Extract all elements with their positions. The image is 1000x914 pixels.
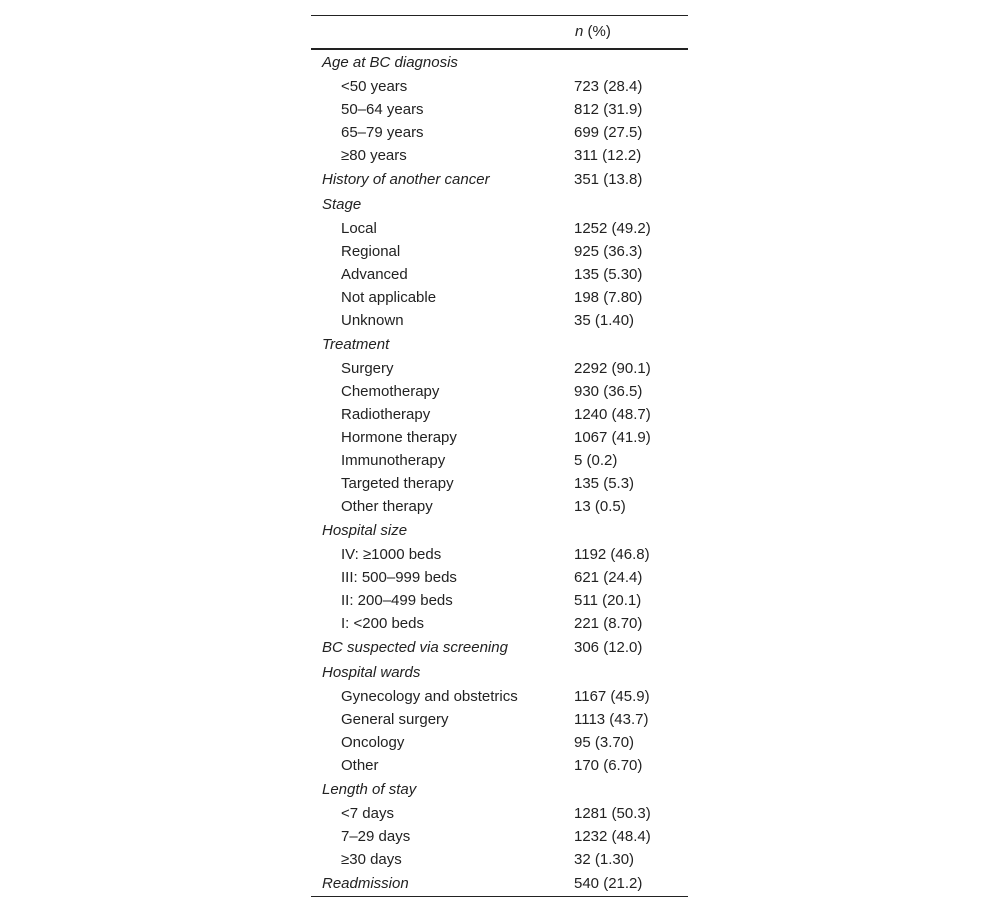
- table-row: [311, 426, 688, 449]
- row-value: 306 (12.0): [574, 638, 643, 656]
- row-value: 1167 (45.9): [574, 687, 650, 705]
- table-row: [311, 708, 688, 731]
- category-row: [311, 49, 688, 75]
- category-row: [311, 192, 688, 217]
- row-value: [573, 49, 688, 75]
- table-row: [311, 263, 688, 286]
- row-value: 351 (13.8): [574, 170, 643, 188]
- table-row: [311, 802, 688, 825]
- row-value: 1252 (49.2): [574, 219, 651, 237]
- row-label: III: 500–999 beds: [341, 568, 457, 586]
- row-label: Not applicable: [341, 288, 437, 306]
- row-value: 930 (36.5): [574, 382, 643, 400]
- row-label: <50 years: [341, 77, 408, 95]
- row-value: 2292 (90.1): [574, 359, 651, 377]
- table-row: [311, 589, 688, 612]
- row-label: IV: ≥1000 beds: [341, 545, 442, 563]
- table-row: [311, 543, 688, 566]
- row-value: 13 (0.5): [574, 497, 626, 515]
- row-label: Other: [341, 756, 379, 774]
- row-value: [573, 518, 688, 543]
- table-row: [311, 754, 688, 777]
- row-value: 221 (8.70): [574, 614, 643, 632]
- row-value: 1240 (48.7): [574, 405, 651, 423]
- category-row: [311, 660, 688, 685]
- table-row: [311, 685, 688, 708]
- row-label: <7 days: [341, 804, 394, 822]
- table-row: [311, 286, 688, 309]
- table-body: [311, 49, 688, 897]
- row-label: Gynecology and obstetrics: [341, 687, 518, 705]
- table-row: [311, 495, 688, 518]
- row-label: Immunotherapy: [341, 451, 446, 469]
- category-label: Stage: [322, 195, 362, 213]
- row-value: 1232 (48.4): [574, 827, 651, 845]
- category-label: Age at BC diagnosis: [322, 53, 458, 71]
- row-value: 170 (6.70): [574, 756, 643, 774]
- row-label: Unknown: [341, 311, 404, 329]
- header-pct-symbol: (%): [583, 23, 611, 41]
- row-value: 723 (28.4): [574, 77, 643, 95]
- row-value: 95 (3.70): [574, 733, 635, 751]
- row-value: 812 (31.9): [574, 100, 643, 118]
- table-row: [311, 612, 688, 635]
- table-row: [311, 731, 688, 754]
- category-row: [311, 518, 688, 543]
- table-row: [311, 357, 688, 380]
- row-value: 621 (24.4): [574, 568, 643, 586]
- table-row: [311, 566, 688, 589]
- row-label: ≥30 days: [341, 850, 402, 868]
- row-value: 1192 (46.8): [574, 545, 650, 563]
- row-label: 7–29 days: [341, 827, 411, 845]
- row-label: 65–79 years: [341, 123, 424, 141]
- table-row: [311, 380, 688, 403]
- table-row: [311, 472, 688, 495]
- table-row: [311, 240, 688, 263]
- row-label: Chemotherapy: [341, 382, 440, 400]
- row-value: [573, 332, 688, 357]
- characteristics-table: [311, 15, 688, 897]
- table-row: [311, 848, 688, 871]
- category-row: [311, 871, 688, 897]
- row-label: Targeted therapy: [341, 474, 454, 492]
- header-row: [311, 16, 688, 49]
- row-value: 35 (1.40): [574, 311, 635, 329]
- row-label: Oncology: [341, 733, 405, 751]
- row-label: Advanced: [341, 265, 408, 283]
- row-label: Other therapy: [341, 497, 433, 515]
- row-label: General surgery: [341, 710, 449, 728]
- row-value: 511 (20.1): [574, 591, 642, 609]
- row-value: 1281 (50.3): [574, 804, 651, 822]
- table-row: [311, 98, 688, 121]
- category-label: Treatment: [322, 335, 390, 353]
- row-label: Local: [341, 219, 377, 237]
- category-label: History of another cancer: [322, 170, 490, 188]
- row-label: 50–64 years: [341, 100, 424, 118]
- row-value: 135 (5.3): [574, 474, 635, 492]
- row-value: 5 (0.2): [574, 451, 618, 469]
- category-label: Readmission: [322, 874, 409, 892]
- table-row: [311, 403, 688, 426]
- table-row: [311, 449, 688, 472]
- header-n-symbol: n: [575, 23, 584, 41]
- row-label: Radiotherapy: [341, 405, 431, 423]
- header-value-cell: [573, 16, 688, 49]
- row-value: 32 (1.30): [574, 850, 635, 868]
- row-value: 198 (7.80): [574, 288, 643, 306]
- row-value: 135 (5.30): [574, 265, 643, 283]
- row-value: 540 (21.2): [574, 874, 643, 892]
- table-row: [311, 121, 688, 144]
- category-row: [311, 777, 688, 802]
- row-value: 699 (27.5): [574, 123, 643, 141]
- table-row: [311, 144, 688, 167]
- header-label-cell: [311, 16, 573, 49]
- category-row: [311, 635, 688, 660]
- category-label: Hospital size: [322, 521, 408, 539]
- category-label: BC suspected via screening: [322, 638, 508, 656]
- category-row: [311, 167, 688, 192]
- row-value: [573, 192, 688, 217]
- category-label: Length of stay: [322, 780, 417, 798]
- row-value: 1113 (43.7): [574, 710, 649, 728]
- row-value: [573, 777, 688, 802]
- table-row: [311, 825, 688, 848]
- row-value: 311 (12.2): [574, 146, 642, 164]
- row-value: 1067 (41.9): [574, 428, 651, 446]
- row-label: Surgery: [341, 359, 394, 377]
- table-row: [311, 309, 688, 332]
- row-label: ≥80 years: [341, 146, 407, 164]
- row-label: Hormone therapy: [341, 428, 457, 446]
- row-label: II: 200–499 beds: [341, 591, 453, 609]
- row-label: I: <200 beds: [341, 614, 424, 632]
- table-row: [311, 217, 688, 240]
- table-header: [311, 16, 688, 49]
- row-label: Regional: [341, 242, 401, 260]
- row-value: [573, 660, 688, 685]
- row-value: 925 (36.3): [574, 242, 643, 260]
- category-label: Hospital wards: [322, 663, 421, 681]
- category-row: [311, 332, 688, 357]
- characteristics-table-container: [311, 15, 688, 897]
- table-row: [311, 75, 688, 98]
